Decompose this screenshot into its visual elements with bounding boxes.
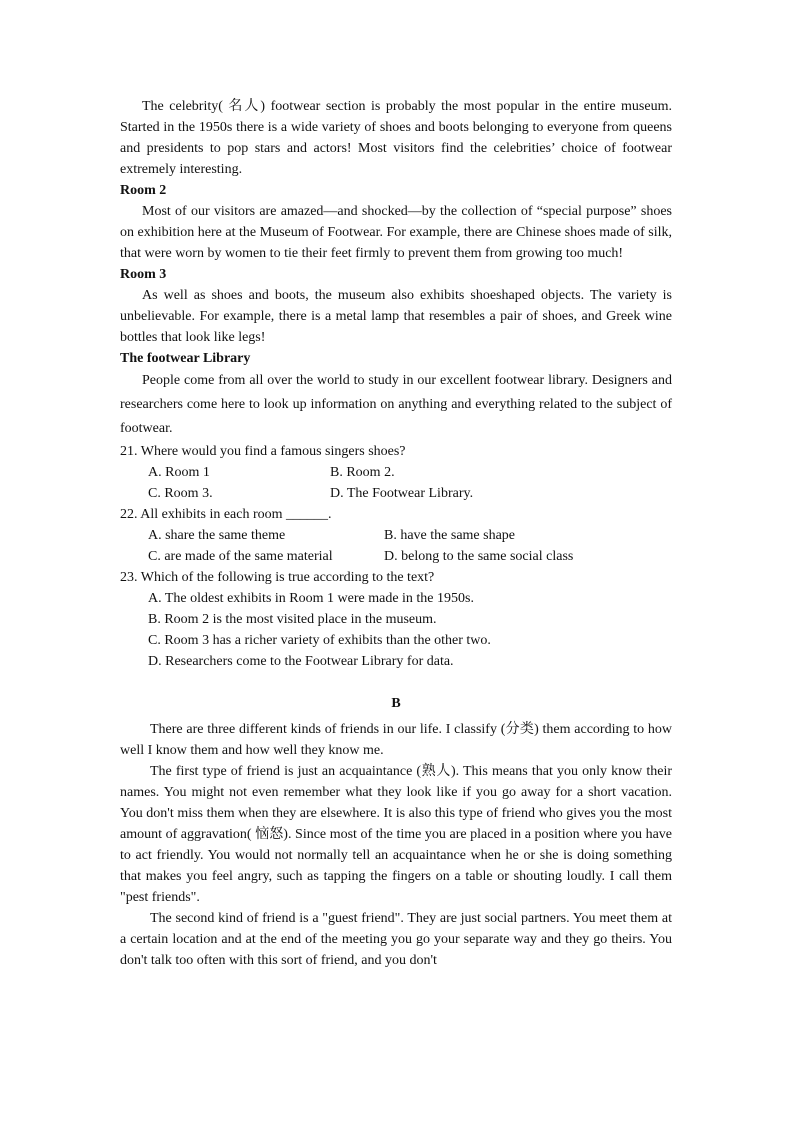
- question-23: [120, 567, 672, 672]
- q23-option-d: D. Researchers come to the Footwear Library for data.: [148, 654, 454, 669]
- library-heading: The footwear Library: [120, 351, 251, 366]
- passage-a-intro: The celebrity( 名人) footwear section is probably the most popular in the entire museum. Started in the 1950s there is a wide variety of shoes and boots belonging to everyone from queens and presidents to pop stars and actors! Most visitors find the celebrities’ choice of footwear extremely interesting.: [120, 99, 672, 177]
- q21-option-c: C. Room 3.: [148, 486, 213, 501]
- q22-option-b: B. have the same shape: [384, 528, 516, 543]
- passage-b-paragraph-3: The second kind of friend is a "guest friend". They are just social partners. You meet them at a certain location and at the end of the meeting you go your separate way and they go theirs. You don't talk too often with this sort of friend, and you don't: [120, 911, 672, 968]
- q21-option-a: A. Room 1: [148, 465, 210, 480]
- q22-option-c: C. are made of the same material: [148, 549, 333, 564]
- q21-option-b: B. Room 2.: [330, 465, 395, 480]
- q22-option-a: A. share the same theme: [148, 528, 286, 543]
- passage-b-paragraph-2: The first type of friend is just an acquaintance (熟人). This means that you only know their names. You might not even remember what they look like if you go away for a short vacation. You don't miss them when they are elsewhere. It is also this type of friend who gives you the most amount of aggravation( 恼怒). Since most of the time you are placed in a position where you have to act friendly. You would not normally tell an acquaintance when he or she is doing something that makes you feel angry, such as tapping the fingers on a table or shouting loudly. I call them "pest friends".: [120, 764, 672, 905]
- question-23-stem: 23. Which of the following is true according to the text?: [120, 570, 435, 585]
- section-b-title: B: [391, 696, 401, 711]
- question-21: [120, 441, 672, 504]
- question-22-stem: 22. All exhibits in each room ______.: [120, 507, 332, 522]
- q23-option-c: C. Room 3 has a richer variety of exhibits than the other two.: [148, 633, 491, 648]
- room3-text: As well as shoes and boots, the museum also exhibits shoeshaped objects. The variety is unbelievable. For example, there is a metal lamp that resembles a pair of shoes, and Greek wine bottles that look like legs!: [120, 288, 672, 345]
- question-21-stem: 21. Where would you find a famous singers shoes?: [120, 444, 406, 459]
- room3-heading: Room 3: [120, 267, 167, 282]
- q23-option-b: B. Room 2 is the most visited place in the museum.: [148, 612, 437, 627]
- library-text: People come from all over the world to study in our excellent footwear library. Designers and researchers come here to look up information on anything and everything related to the subject of footwear.: [120, 373, 672, 436]
- passage-b-paragraph-1: There are three different kinds of friends in our life. I classify (分类) them according to how well I know them and how well they know me.: [120, 722, 672, 758]
- q22-option-d: D. belong to the same social class: [384, 549, 574, 564]
- q23-option-a: A. The oldest exhibits in Room 1 were made in the 1950s.: [148, 591, 474, 606]
- question-22: [120, 504, 672, 567]
- q21-option-d: D. The Footwear Library.: [330, 486, 474, 501]
- document-page: [120, 96, 672, 971]
- room2-text: Most of our visitors are amazed—and shocked—by the collection of “special purpose” shoes on exhibition here at the Museum of Footwear. For example, there are Chinese shoes made of silk, that were worn by women to tie their feet firmly to prevent them from growing too much!: [120, 204, 672, 261]
- room2-heading: Room 2: [120, 183, 167, 198]
